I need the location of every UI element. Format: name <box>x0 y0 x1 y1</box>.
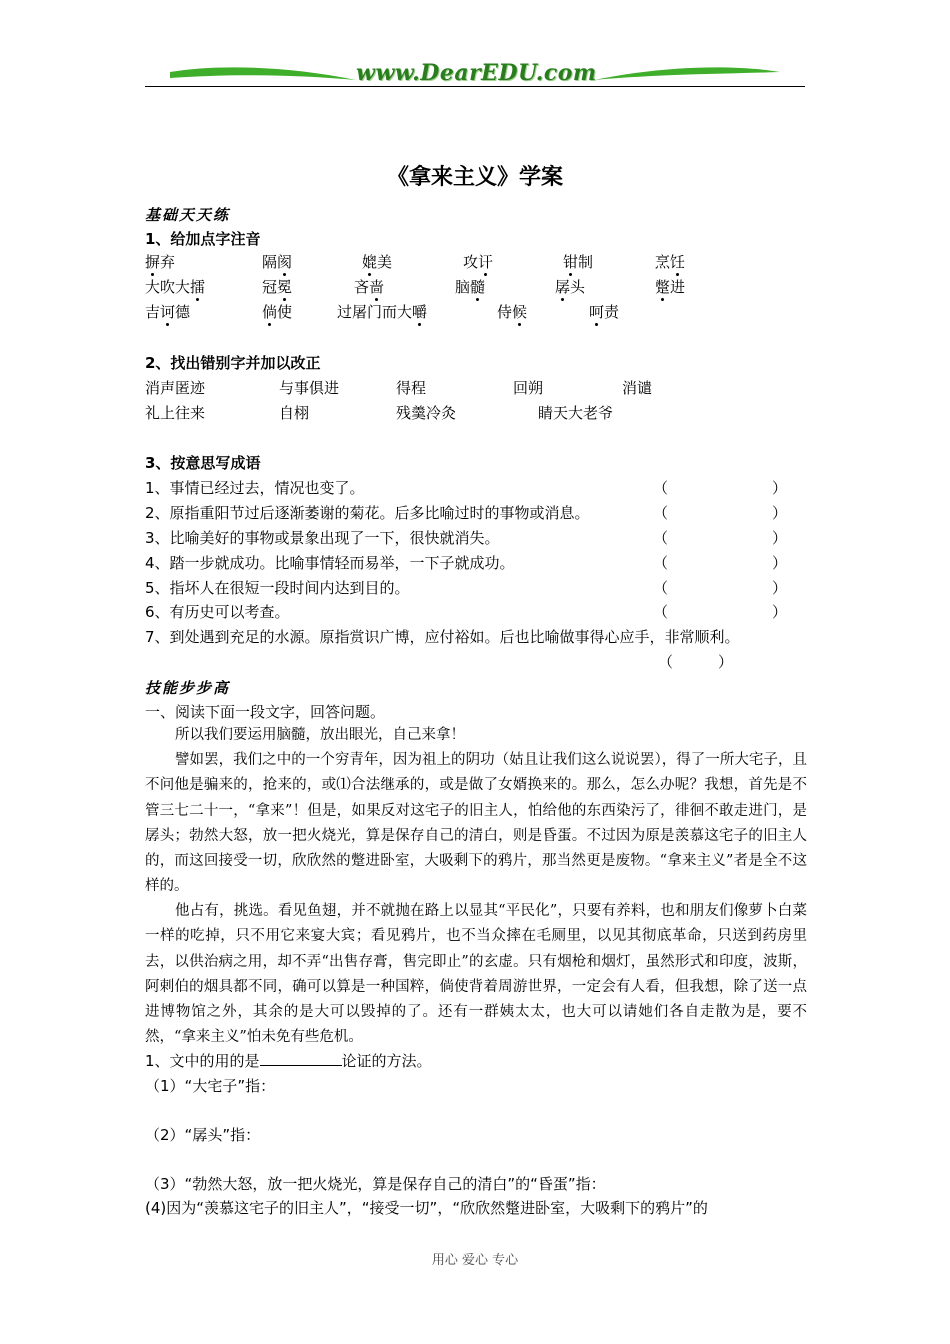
word-item: 隔阂 <box>262 253 293 271</box>
answer-paren-close: ） <box>772 603 788 621</box>
section-heading-basics: 基础天天练 <box>145 206 231 224</box>
idiom-item: 4、踏一步就成功。比喻事情轻而易举，一下子就成功。 <box>145 554 515 572</box>
idiom-item: 1、事情已经过去，情况也变了。 <box>145 479 365 497</box>
typo-item: 回朔 <box>513 379 544 397</box>
word-item: 孱头 <box>555 278 586 296</box>
typo-item: 残羹冷灸 <box>396 404 457 422</box>
answer-paren-close: ） <box>772 504 788 522</box>
answer-paren-open: （ <box>653 603 669 621</box>
answer-paren-open: （ <box>653 479 669 497</box>
typo-item: 消声匿迹 <box>145 379 206 397</box>
idiom-item: 7、到处遇到充足的水源。原指赏识广博，应付裕如。后也比喻做事得心应手，非常顺利。 <box>145 628 740 646</box>
answer-paren-open: （ <box>653 529 669 547</box>
word-item: 吝啬 <box>354 278 385 296</box>
answer-paren-open: （ <box>653 504 669 522</box>
word-item: 冠冕 <box>262 278 293 296</box>
answer-paren-close: ） <box>772 579 788 597</box>
idiom-item: 3、比喻美好的事物或景象出现了一下，很快就消失。 <box>145 529 500 547</box>
word-item: 过屠门而大嚼 <box>337 303 428 321</box>
answer-paren-close: ） <box>772 554 788 572</box>
passage-paragraph: 所以我们要运用脑髓，放出眼光，自己来拿！ <box>175 727 465 743</box>
section-heading-skills: 技能步步高 <box>145 679 231 697</box>
idiom-item: 2、原指重阳节过后逐渐萎谢的菊花。后多比喻过时的事物或消息。 <box>145 504 590 522</box>
answer-paren-open: （ <box>658 653 674 671</box>
typo-item: 自栩 <box>279 404 310 422</box>
word-item: 侍候 <box>497 303 528 321</box>
sub-question-4: (4)因为“羡慕这宅子的旧主人”，“接受一切”，“欣欣然蹩进卧室，大吸剩下的鸦片”的 <box>145 1199 708 1217</box>
idiom-item: 5、指坏人在很短一段时间内达到目的。 <box>145 579 410 597</box>
page-footer: 用心 爱心 专心 <box>431 1253 519 1268</box>
reading-question-1-text: 1、文中的用的是 <box>145 1052 260 1070</box>
word-item: 烹饪 <box>655 253 686 271</box>
word-item: 脑髓 <box>455 278 486 296</box>
site-logo: www.DearEDU.com <box>356 60 597 86</box>
page-title: 《拿来主义》学案 <box>386 165 563 190</box>
word-item: 媲美 <box>362 253 393 271</box>
typo-item: 礼上往来 <box>145 404 206 422</box>
sub-question-2: （2）“孱头”指： <box>145 1126 261 1144</box>
reading-question-1-suffix: 论证的方法。 <box>341 1052 432 1070</box>
word-item: 蹩进 <box>655 278 686 296</box>
answer-paren-close: ） <box>772 479 788 497</box>
answer-paren-open: （ <box>653 554 669 572</box>
word-item: 摒弃 <box>145 253 176 271</box>
answer-blank[interactable] <box>260 1051 342 1066</box>
idiom-item: 6、有历史可以考查。 <box>145 603 290 621</box>
word-item: 大吹大擂 <box>145 278 206 296</box>
passage-paragraph: 他占有，挑选。看见鱼翅，并不就抛在路上以显其“平民化”，只要有养料，也和朋友们像萝卜白菜一样的吃掉，只不用它来宴大宾；看见鸦片，也不当众摔在毛厕里，以见其彻底革命，只送到药房里去，以供治病之用，却不弄“出售存膏，售完即止”的玄虚。只有烟枪和烟灯，虽然形式和印度，波斯，阿剌伯的烟具都不同，确可以算是一种国粹，倘使背着周游世界，一定会有人看，但我想，除了送一点进博物馆之外，其余的是大可以毁掉的了。还有一群姨太太，也大可以请她们各自走散为是，要不然，“拿来主义”怕未免有些危机。 <box>145 903 807 1046</box>
word-item: 倘使 <box>262 303 293 321</box>
typo-item: 消谴 <box>622 379 653 397</box>
reading-question-1 <box>145 1050 432 1071</box>
word-item: 攻讦 <box>463 253 494 271</box>
answer-paren-close: ） <box>718 653 734 671</box>
word-item: 钳制 <box>563 253 594 271</box>
question-2-label: 2、找出错别字并加以改正 <box>145 354 321 372</box>
right-swoosh-graphic <box>592 62 782 88</box>
passage-paragraph: 譬如罢，我们之中的一个穷青年，因为祖上的阴功（姑且让我们这么说说罢），得了一所大宅子，且不问他是骗来的，抢来的，或⑴合法继承的，或是做了女婿换来的。那么，怎么办呢？我想，首先是不管三七二十一，“拿来”！但是，如果反对这宅子的旧主人，怕给他的东西染污了，徘徊不敢走进门，是孱头；勃然大怒，放一把火烧光，算是保存自己的清白，则是昏蛋。不过因为原是羡慕这宅子的旧主人的，而这回接受一切，欣欣然的蹩进卧室，大吸剩下的鸦片，那当然更是废物。“拿来主义”者是全不这样的。 <box>145 752 807 895</box>
sub-question-3: （3）“勃然大怒，放一把火烧光，算是保存自己的清白”的“昏蛋”指： <box>145 1175 606 1193</box>
typo-item: 与事俱进 <box>279 379 340 397</box>
word-item: 吉诃德 <box>145 303 191 321</box>
reading-intro: 一、阅读下面一段文字，回答问题。 <box>145 703 386 721</box>
answer-paren-open: （ <box>653 579 669 597</box>
typo-item: 得程 <box>396 379 427 397</box>
question-1-label: 1、给加点字注音 <box>145 230 261 248</box>
question-3-label: 3、按意思写成语 <box>145 454 261 472</box>
typo-item: 睛天大老爷 <box>538 404 614 422</box>
answer-paren-close: ） <box>772 529 788 547</box>
sub-question-1: （1）“大宅子”指： <box>145 1077 276 1095</box>
header-rule <box>145 86 805 87</box>
left-swoosh-graphic <box>168 62 358 88</box>
word-item: 呵责 <box>589 303 620 321</box>
